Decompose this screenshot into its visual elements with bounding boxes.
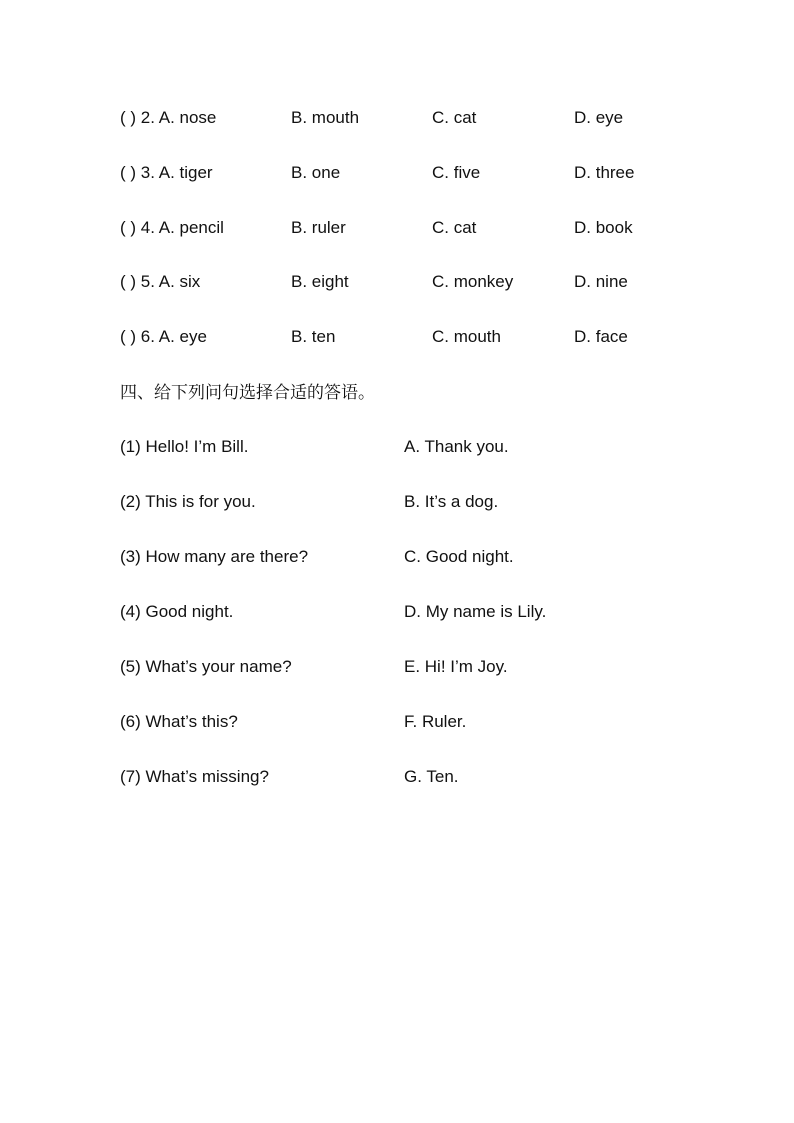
match-question: (2) This is for you. — [120, 492, 256, 511]
option-d: D. three — [574, 163, 635, 182]
choice-question-3 — [120, 161, 720, 185]
match-question: (5) What’s your name? — [120, 657, 292, 676]
option-c: C. cat — [432, 218, 477, 237]
section-4-title: 四、给下列问句选择合适的答语。 — [120, 383, 375, 403]
choice-question-6 — [120, 325, 720, 349]
match-answer: F. Ruler. — [404, 712, 467, 731]
match-question: (1) Hello! I’m Bill. — [120, 437, 249, 456]
choice-question-2 — [120, 106, 720, 130]
question-prefix: ( ) 4. A. pencil — [120, 218, 224, 237]
match-row-1 — [120, 435, 720, 459]
option-c: C. monkey — [432, 272, 514, 291]
match-answer: E. Hi! I’m Joy. — [404, 657, 508, 676]
match-answer: D. My name is Lily. — [404, 602, 547, 621]
match-row-4 — [120, 600, 720, 624]
match-answer: B. It’s a dog. — [404, 492, 499, 511]
choice-question-5 — [120, 270, 720, 294]
match-row-6 — [120, 710, 720, 734]
option-d: D. nine — [574, 272, 628, 291]
question-prefix: ( ) 2. A. nose — [120, 108, 217, 127]
option-d: D. eye — [574, 108, 624, 127]
match-answer: C. Good night. — [404, 547, 514, 566]
option-c: C. cat — [432, 108, 477, 127]
option-c: C. mouth — [432, 327, 501, 346]
option-b: B. mouth — [291, 108, 360, 127]
option-d: D. book — [574, 218, 633, 237]
question-prefix: ( ) 6. A. eye — [120, 327, 207, 346]
choice-question-4 — [120, 216, 720, 240]
option-b: B. eight — [291, 272, 349, 291]
match-row-5 — [120, 655, 720, 679]
option-c: C. five — [432, 163, 481, 182]
match-answer: A. Thank you. — [404, 437, 509, 456]
match-question: (3) How many are there? — [120, 547, 309, 566]
question-prefix: ( ) 3. A. tiger — [120, 163, 213, 182]
option-d: D. face — [574, 327, 628, 346]
match-question: (6) What’s this? — [120, 712, 238, 731]
match-answer: G. Ten. — [404, 767, 459, 786]
option-b: B. one — [291, 163, 341, 182]
option-b: B. ten — [291, 327, 336, 346]
match-question: (4) Good night. — [120, 602, 234, 621]
match-row-2 — [120, 490, 720, 514]
match-row-7 — [120, 765, 720, 789]
question-prefix: ( ) 5. A. six — [120, 272, 201, 291]
match-question: (7) What’s missing? — [120, 767, 269, 786]
match-row-3 — [120, 545, 720, 569]
option-b: B. ruler — [291, 218, 346, 237]
